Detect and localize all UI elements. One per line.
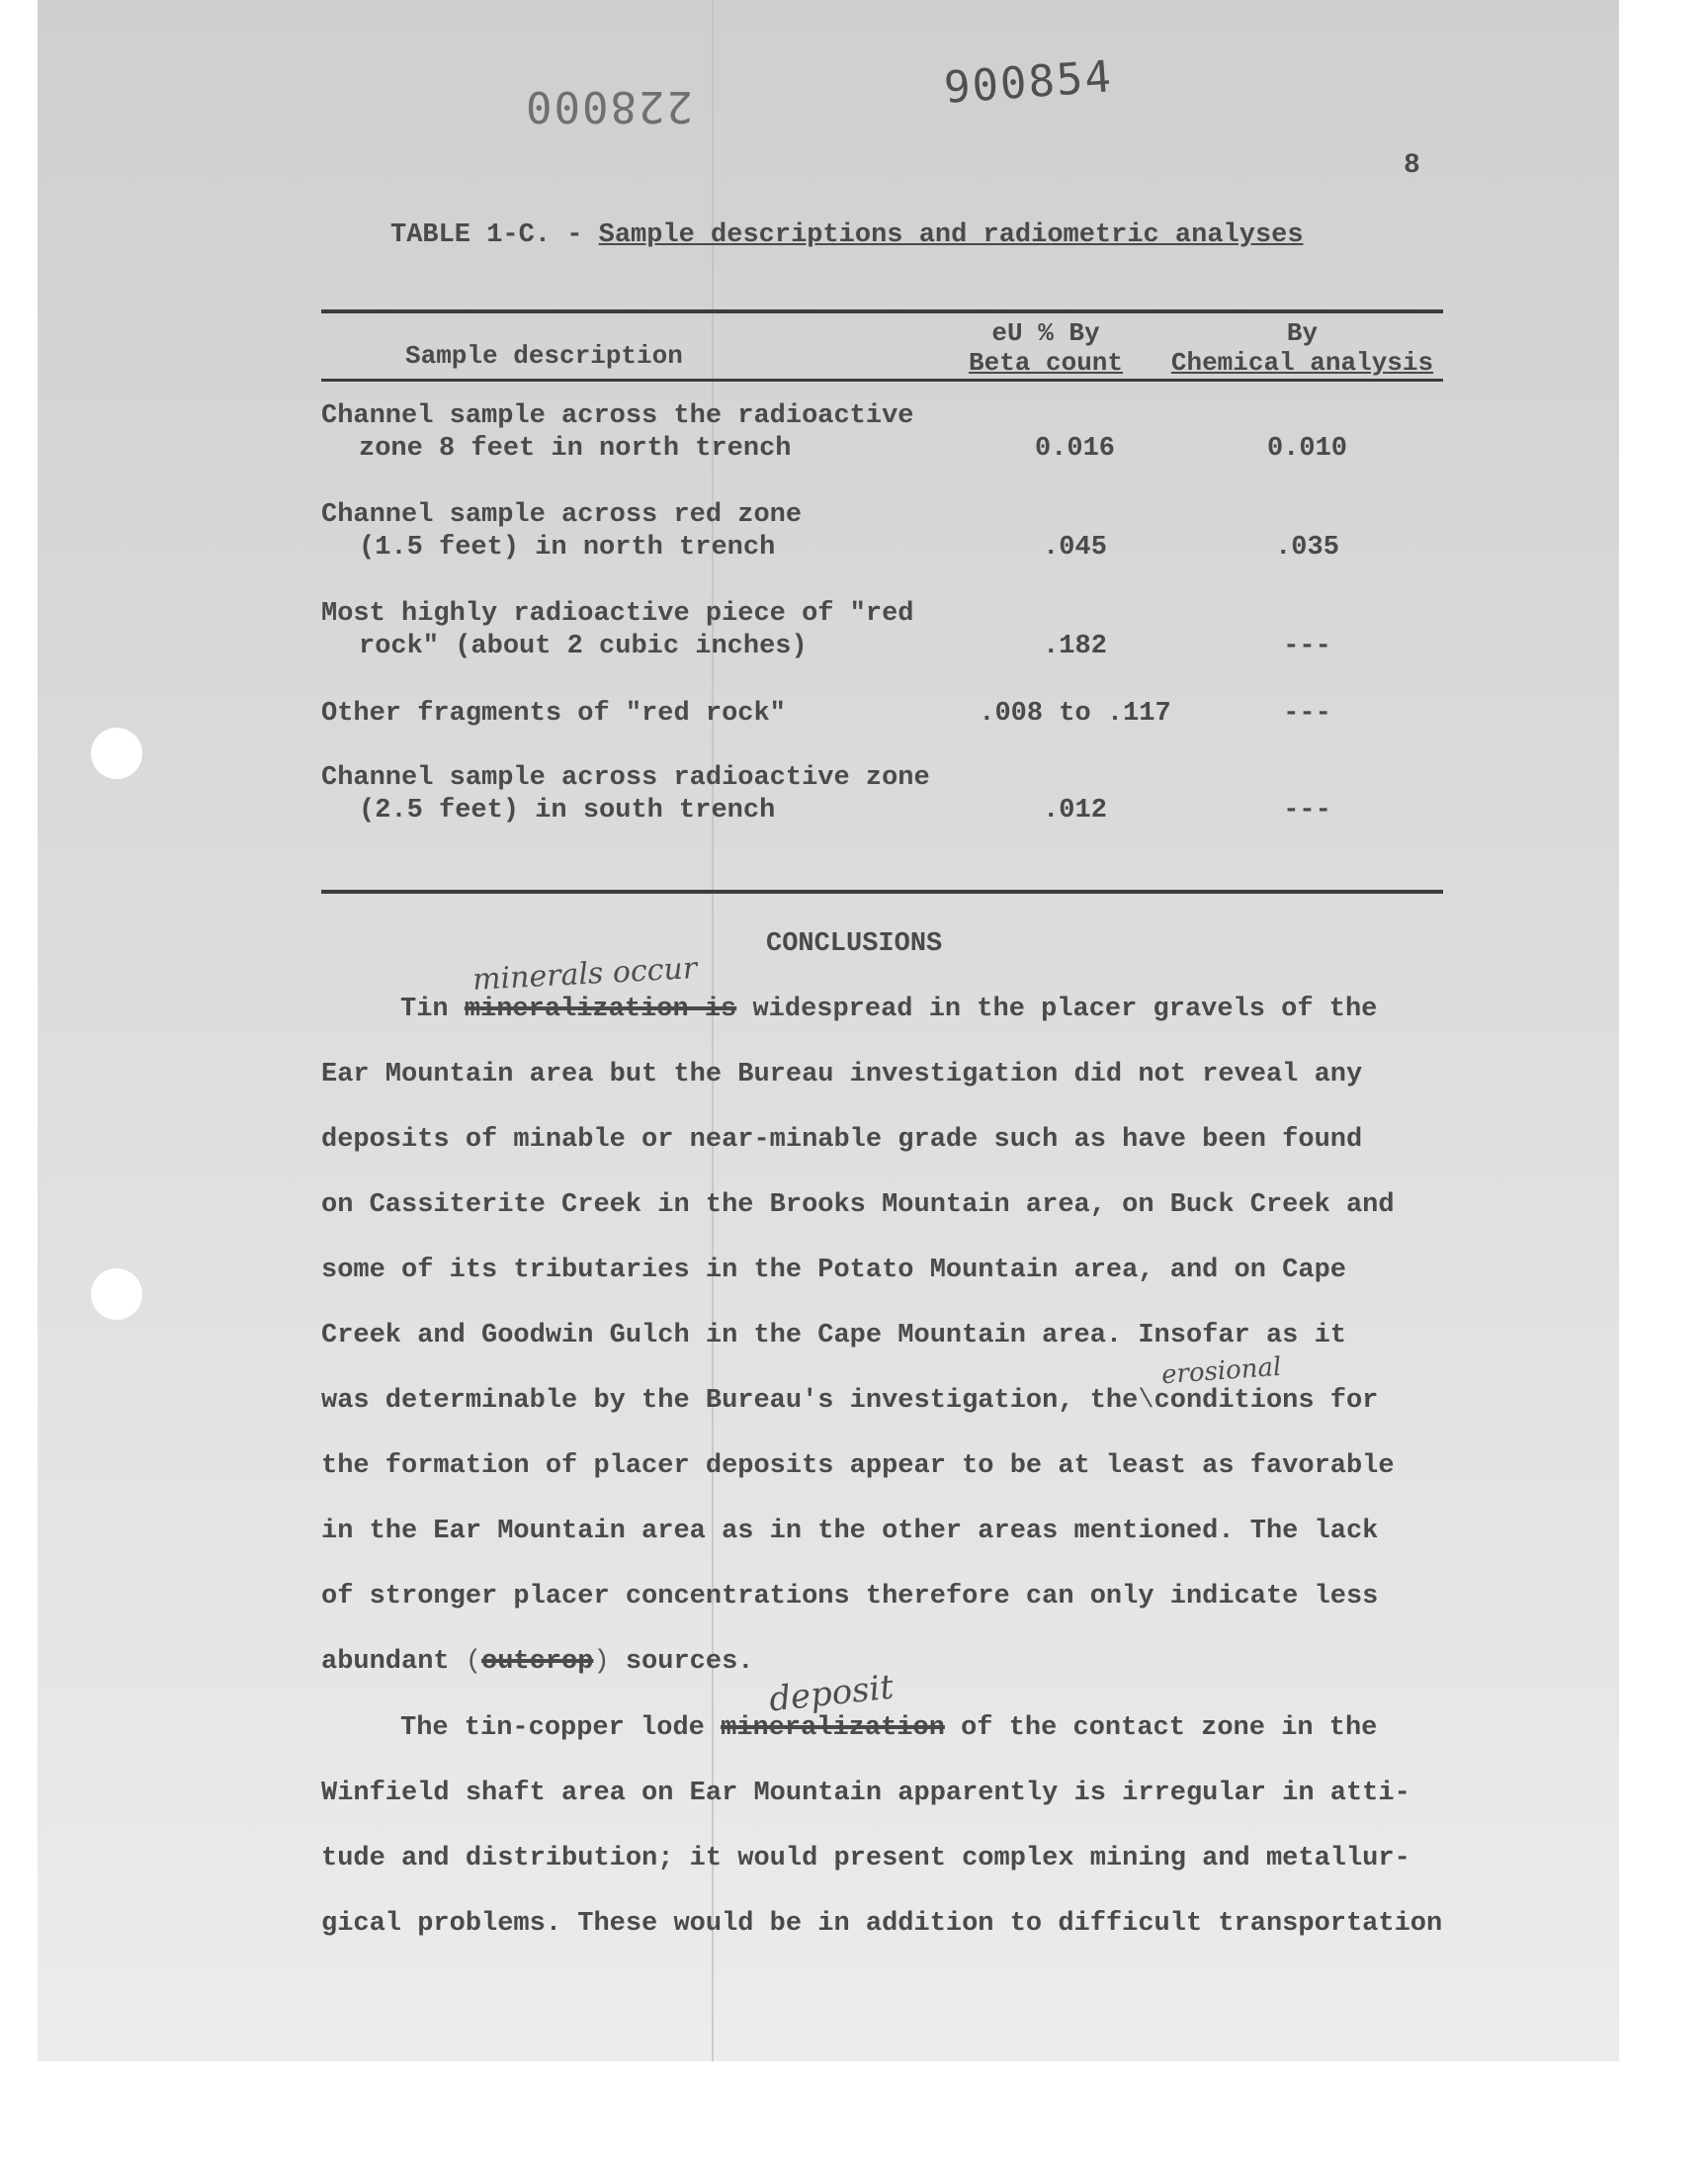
text-line	[321, 1696, 1488, 1761]
row-desc-line2: zone 8 feet in north trench	[359, 434, 792, 464]
text-span: The tin-copper lode	[400, 1713, 722, 1743]
table-rule-top	[321, 309, 1443, 313]
table-rule-bottom	[321, 890, 1443, 894]
row-description	[321, 400, 993, 466]
text-line: Creek and Goodwin Gulch in the Cape Mountain area. Insofar as it	[321, 1321, 1346, 1350]
table-title-text: Sample descriptions and radiometric analyses	[598, 220, 1304, 250]
header-beta-line2: Beta count	[968, 348, 1124, 378]
stamp-number-inverted: 228000	[524, 81, 693, 131]
row-chem-value: ---	[1283, 796, 1331, 826]
row-beta-value: .182	[1043, 632, 1107, 661]
struck-text: mineralization is	[464, 995, 737, 1024]
stamp-number: 900854	[942, 51, 1115, 114]
row-desc-line1: Other fragments of "red rock"	[321, 699, 786, 729]
punch-hole-lower	[91, 1268, 142, 1320]
text-line: Winfield shaft area on Ear Mountain apparently is irregular in atti-	[321, 1779, 1410, 1808]
handwritten-annotation-erosional: erosional	[1160, 1351, 1283, 1391]
row-description	[321, 598, 993, 663]
text-line	[321, 977, 1488, 1042]
text-line: Ear Mountain area but the Bureau investigation did not reveal any	[321, 1060, 1363, 1089]
text-line: on Cassiterite Creek in the Brooks Mountain area, on Buck Creek and	[321, 1190, 1395, 1220]
text-line: in the Ear Mountain area as in the other areas mentioned. The lack	[321, 1517, 1379, 1546]
text-line: some of its tributaries in the Potato Mountain area, and on Cape	[321, 1256, 1346, 1285]
punch-hole-upper	[91, 728, 142, 779]
header-beta-line1: eU % By	[991, 318, 1100, 348]
text-line	[321, 1629, 1488, 1695]
row-beta-value: 0.016	[1034, 434, 1115, 464]
row-beta-value: .012	[1043, 796, 1107, 826]
text-line: of stronger placer concentrations therefore can only indicate less	[321, 1582, 1379, 1611]
struck-text: mineralization	[721, 1713, 945, 1743]
table-title	[390, 220, 1304, 250]
paragraph-conclusions-1	[321, 977, 1488, 1695]
handwritten-annotation-minerals-occur: minerals occur	[471, 951, 698, 998]
row-desc-line1: Channel sample across red zone	[321, 500, 803, 530]
row-description	[321, 762, 993, 827]
text-line: gical problems. These would be in addition to difficult transportation	[321, 1909, 1443, 1939]
row-desc-line2: rock" (about 2 cubic inches)	[359, 632, 808, 661]
text-line: tude and distribution; it would present complex mining and metallur-	[321, 1844, 1410, 1873]
text-line	[321, 1368, 1488, 1434]
table-rule-header	[321, 379, 1443, 382]
row-chem-value: 0.010	[1266, 434, 1347, 464]
row-beta-value: .008 to .117	[979, 699, 1171, 729]
row-desc-line1: Channel sample across the radioactive	[321, 401, 914, 431]
text-span: abundant	[321, 1647, 466, 1677]
paragraph-conclusions-2	[321, 1696, 1488, 1957]
row-description	[321, 499, 993, 565]
text-line: deposits of minable or near-minable grade such as have been found	[321, 1125, 1363, 1155]
row-chem-value: ---	[1283, 632, 1331, 661]
handwritten-annotation-deposit: deposit	[767, 1667, 896, 1720]
header-chem-line1: By	[1286, 318, 1319, 348]
header-chemical-analysis	[1161, 318, 1443, 378]
row-chem-value: ---	[1283, 699, 1331, 729]
text-span: Tin	[400, 995, 465, 1024]
row-desc-line1: Most highly radioactive piece of "red	[321, 599, 914, 629]
row-chem-value: .035	[1275, 533, 1339, 563]
text-span: widespread in the placer gravels of the	[736, 995, 1378, 1024]
text-span: sources.	[609, 1647, 754, 1677]
page-number: 8	[1404, 150, 1420, 181]
struck-text: outcrop	[481, 1647, 594, 1677]
row-desc-line2: (1.5 feet) in north trench	[359, 533, 776, 563]
header-sample-description: Sample description	[405, 341, 683, 371]
row-desc-line2: (2.5 feet) in south trench	[359, 796, 776, 826]
row-desc-line1: Channel sample across radioactive zone	[321, 763, 930, 793]
text-line: the formation of placer deposits appear to be at least as favorable	[321, 1451, 1395, 1481]
table-title-prefix: TABLE 1-C. -	[390, 220, 599, 250]
paren-mark: )	[593, 1647, 610, 1677]
paren-mark: (	[465, 1647, 482, 1677]
row-beta-value: .045	[1043, 533, 1107, 563]
row-description	[321, 698, 993, 731]
text-span: was determinable by the Bureau's investigation, the	[321, 1386, 1139, 1416]
insertion-caret: \	[1138, 1386, 1154, 1416]
header-chem-line2: Chemical analysis	[1170, 348, 1434, 378]
header-beta-count	[957, 318, 1135, 378]
text-span: of the contact zone in the	[944, 1713, 1378, 1743]
section-heading-conclusions: CONCLUSIONS	[766, 929, 943, 959]
text-span: conditions for	[1153, 1386, 1379, 1416]
